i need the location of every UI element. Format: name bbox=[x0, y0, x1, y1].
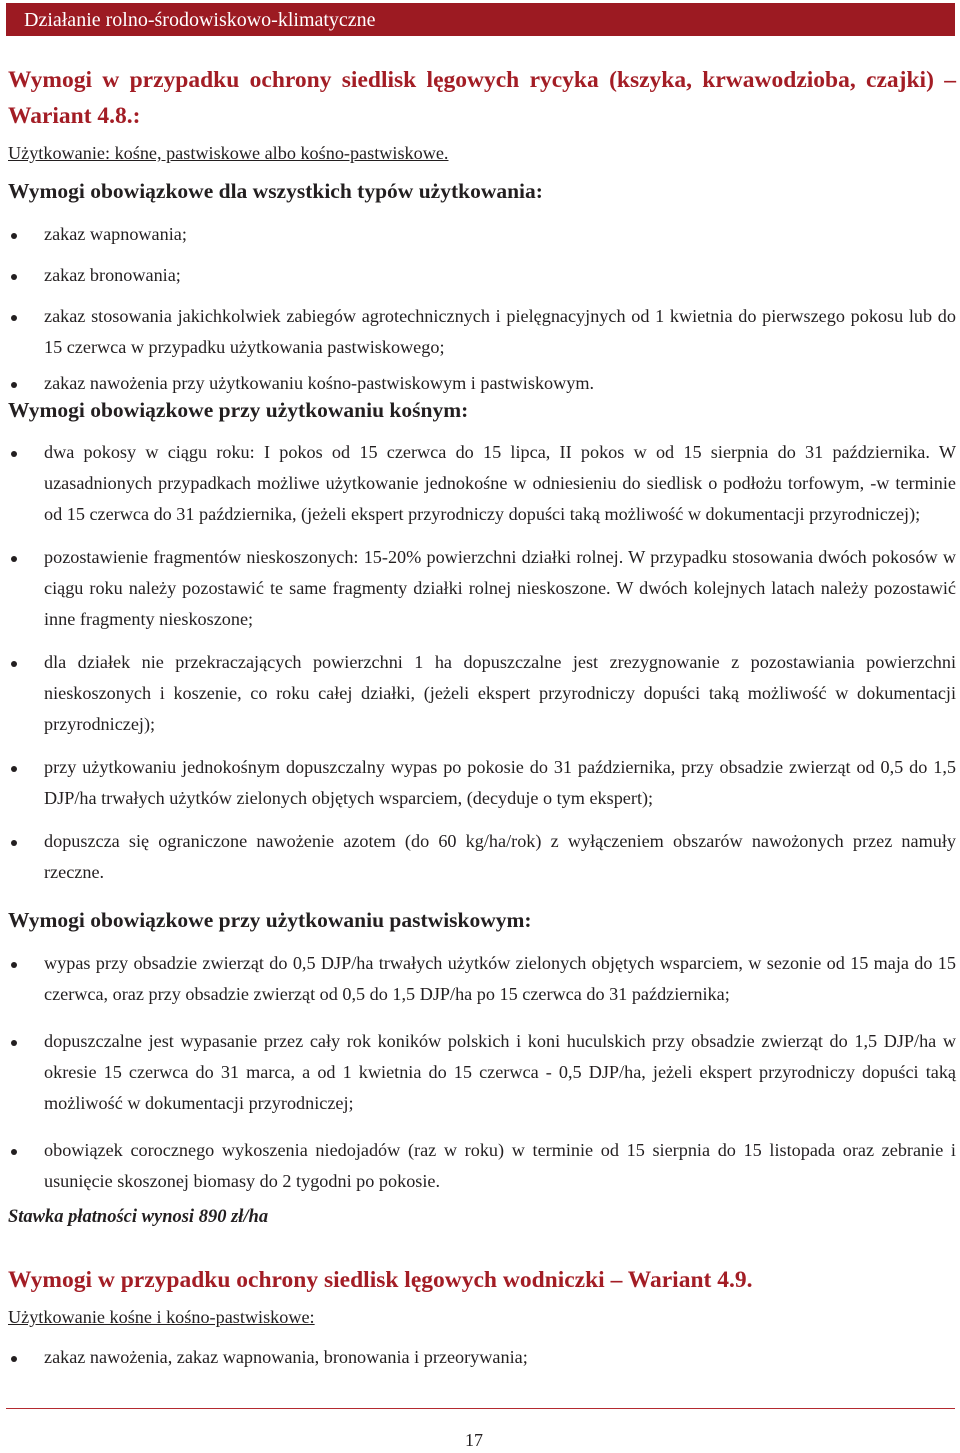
general-requirements-list bbox=[8, 219, 956, 399]
pasture-requirements-heading: Wymogi obowiązkowe przy użytkowaniu pastwiskowym: bbox=[8, 908, 532, 932]
usage-note: Użytkowanie kośne i kośno-pastwiskowe: bbox=[8, 1307, 315, 1327]
list-item: dopuszczalne jest wypasanie przez cały rok koników polskich i koni huculskich przy obsadzie zwierząt do 1,5 DJP/ha w okresie 15 czerwca do 31 marca, a od 1 kwietnia do 15 czerwca - 0,5 DJP/ha, jeżeli ekspert przyrodniczy dopuści taką możliwość w dokumentacji przyrodniczej; bbox=[8, 1026, 956, 1119]
mowing-requirements-list bbox=[8, 437, 956, 888]
mowing-requirements-heading: Wymogi obowiązkowe przy użytkowaniu kośnym: bbox=[8, 398, 469, 422]
list-item: obowiązek corocznego wykoszenia niedojadów (raz w roku) w terminie od 15 sierpnia do 15 listopada oraz zebranie i usunięcie skoszonej biomasy do 2 tygodni po pokosie. bbox=[8, 1135, 956, 1197]
footer-divider bbox=[6, 1408, 955, 1409]
chapter-title: Działanie rolno-środowiskowo-klimatyczne bbox=[24, 9, 376, 31]
list-item: przy użytkowaniu jednokośnym dopuszczalny wypas po pokosie do 31 października, przy obsadzie zwierząt od 0,5 do 1,5 DJP/ha trwałych użytków zielonych objętych wsparciem, (decyduje o tym ekspert); bbox=[8, 752, 956, 814]
list-item: dopuszcza się ograniczone nawożenie azotem (do 60 kg/ha/rok) z wyłączeniem obszarów nawożonych przez namuły rzeczne. bbox=[8, 826, 956, 888]
variant-4-9-requirements-list bbox=[8, 1342, 956, 1373]
list-item: pozostawienie fragmentów nieskoszonych: 15-20% powierzchni działki rolnej. W przypadku stosowania dwóch pokosów w ciągu roku należy pozostawić te same fragmenty działki rolnej nieskoszone. W dwóch kolejnych latach należy pozostawić inne fragmenty nieskoszone; bbox=[8, 542, 956, 635]
page-number: 17 bbox=[465, 1430, 483, 1450]
pasture-requirements-list bbox=[8, 948, 956, 1197]
payment-rate: Stawka płatności wynosi 890 zł/ha bbox=[8, 1207, 269, 1227]
list-item: zakaz nawożenia, zakaz wapnowania, bronowania i przeorywania; bbox=[8, 1342, 956, 1373]
usage-note: Użytkowanie: kośne, pastwiskowe albo kośno-pastwiskowe. bbox=[8, 143, 449, 163]
list-item: dla działek nie przekraczających powierzchni 1 ha dopuszczalne jest zrezygnowanie z pozostawiania powierzchni nieskoszonych i koszenie, co roku całej działki, (jeżeli ekspert przyrodniczy dopuści taką możliwość w dokumentacji przyrodniczej); bbox=[8, 647, 956, 740]
list-item: wypas przy obsadzie zwierząt do 0,5 DJP/ha trwałych użytków zielonych objętych wsparciem, w sezonie od 15 maja do 15 czerwca, oraz przy obsadzie zwierząt od 0,5 do 1,5 DJP/ha po 15 czerwca do 31 października; bbox=[8, 948, 956, 1010]
list-item: zakaz nawożenia przy użytkowaniu kośno-pastwiskowym i pastwiskowym. bbox=[8, 368, 956, 399]
chapter-header-bar bbox=[6, 3, 955, 36]
list-item: dwa pokosy w ciągu roku: I pokos od 15 czerwca do 15 lipca, II pokos w od 15 sierpnia do 31 października. W uzasadnionych przypadkach możliwe użytkowanie jednokośne w odniesieniu do siedlisk o podłożu torfowym, -w terminie od 15 czerwca do 31 października, (jeżeli ekspert przyrodniczy dopuści taką możliwość w dokumentacji przyrodniczej); bbox=[8, 437, 956, 530]
section-heading-variant-4-8: Wymogi w przypadku ochrony siedlisk lęgowych rycyka (kszyka, krwawodzioba, czajki) – Wariant 4.8.: bbox=[8, 67, 956, 129]
section-heading-variant-4-9: Wymogi w przypadku ochrony siedlisk lęgowych wodniczki – Wariant 4.9. bbox=[8, 1267, 753, 1293]
list-item: zakaz stosowania jakichkolwiek zabiegów agrotechnicznych i pielęgnacyjnych od 1 kwietnia do pierwszego pokosu lub do 15 czerwca w przypadku użytkowania pastwiskowego; bbox=[8, 301, 956, 363]
list-item: zakaz bronowania; bbox=[8, 260, 956, 291]
list-item: zakaz wapnowania; bbox=[8, 219, 956, 250]
general-requirements-heading: Wymogi obowiązkowe dla wszystkich typów użytkowania: bbox=[8, 179, 543, 203]
